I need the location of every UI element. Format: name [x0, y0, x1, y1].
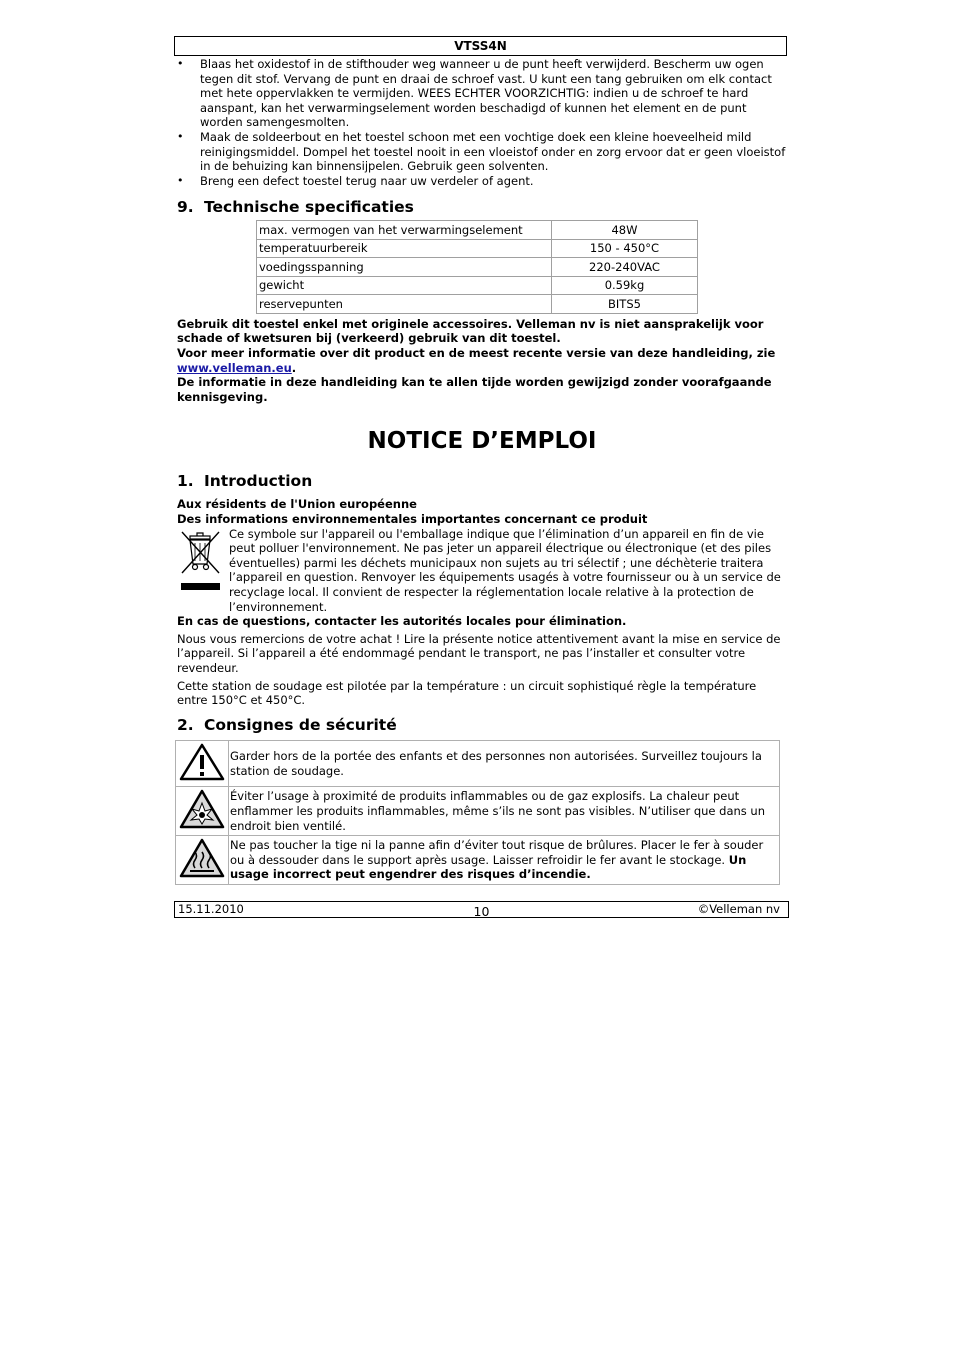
spec-label: max. vermogen van het verwarmingselement — [257, 221, 552, 240]
table-row — [176, 787, 780, 836]
section-heading: 1. Introduction — [177, 472, 313, 491]
weee-bin-icon — [177, 527, 225, 593]
more-info-note: Voor meer informatie over dit product en de meest recente versie van deze handleiding, zie www.velleman.eu. — [177, 346, 776, 375]
spec-label: temperatuurbereik — [257, 239, 552, 258]
questions-note: En cas de questions, contacter les autorités locales pour élimination. — [177, 614, 627, 629]
safety-table — [175, 740, 780, 885]
table-row — [257, 239, 698, 258]
table-row — [176, 740, 780, 787]
spec-label: voedingsspanning — [257, 258, 552, 277]
table-row — [257, 276, 698, 295]
weee-text: Ce symbole sur l'appareil ou l'emballage indique que l’élimination d’un appareil en fin de vie peut polluer l'environnement. Ne pas jeter un appareil électrique ou électronique (et des piles éventuelles) parmi les déchets municipaux non sujets au tri sélectif ; une déchèterie traitera l’appareil en question. Renvoyer les équipements usagés à votre fournisseur ou à un service de recyclage local. Il convient de respecter la réglementation locale relative à la protection de l’environnement. — [229, 526, 781, 614]
table-row — [257, 221, 698, 240]
safety-text: Ne pas toucher la tige ni la panne afin d’éviter tout risque de brûlures. Placer le fer à souder ou à dessouder dans le support après usage. Laisser refroidir le fer avant le stockage. Un usage incorrect peut engendrer des risques d’incendie. — [229, 836, 780, 885]
table-row — [257, 295, 698, 314]
page-number: 10 — [473, 904, 490, 919]
list-item: • Blaas het oxidestof in de stifthouder weg wanneer u de punt heeft verwijderd. Bescherm uw ogen tegen dit stof. Vervang de punt en draai de schroef vast. U kunt een tang gebruiken om elk contact met hete oppervlakken te vermijden. WEES ECHTER VOORZICHTIG: indien u de schroef te hard aanspant, kan het verwarmingselement worden beschadigd of kunnen het element en de punt worden samengesmolten. — [177, 57, 787, 130]
model-name: VTSS4N — [454, 39, 507, 53]
page-title: NOTICE D’EMPLOI — [367, 428, 597, 455]
footer-copyright: ©Velleman nv — [697, 902, 780, 916]
spec-value: 220-240VAC — [552, 258, 698, 277]
station-paragraph: Cette station de soudage est pilotée par la température : un circuit sophistiqué règle la température entre 150°C et 450°C. — [177, 678, 757, 708]
document-footer — [174, 901, 789, 918]
list-item: • Breng een defect toestel terug naar uw verdeler of agent. — [177, 174, 787, 189]
list-item: • Maak de soldeerbout en het toestel schoon met een vochtige doek een kleine hoeveelheid mild reinigingsmiddel. Dompel het toestel nooit in een vloeistof onder en zorg ervoor dat er geen vloeistof in de behuizing kan binnensijpelen. Gebruik geen solventen. — [177, 130, 787, 174]
table-row — [257, 258, 698, 277]
footer-date: 15.11.2010 — [178, 902, 244, 916]
warning-icon — [176, 740, 229, 787]
accessories-note: Gebruik dit toestel enkel met originele accessoires. Velleman nv is niet aansprakelijk voor schade of kwetsuren bij (verkeerd) gebruik van dit toestel. — [177, 316, 764, 346]
specs-table — [256, 220, 698, 314]
spec-label: gewicht — [257, 276, 552, 295]
page-content — [177, 36, 787, 882]
safety-text: Garder hors de la portée des enfants et des personnes non autorisées. Surveillez toujours la station de soudage. — [229, 740, 780, 787]
spec-value: 48W — [552, 221, 698, 240]
velleman-link[interactable]: www.velleman.eu — [177, 360, 292, 375]
spec-label: reservepunten — [257, 295, 552, 314]
env-heading: Des informations environnementales importantes concernant ce produit — [177, 512, 648, 526]
eu-heading: Aux résidents de l'Union européenne — [177, 497, 417, 512]
section-heading: 2. Consignes de sécurité — [177, 715, 397, 734]
spec-value: 0.59kg — [552, 276, 698, 295]
maintenance-list — [177, 57, 787, 188]
spec-value: BITS5 — [552, 295, 698, 314]
flammable-icon — [176, 787, 229, 836]
section-heading: 9. Technische specificaties — [177, 198, 414, 217]
hot-surface-icon — [176, 836, 229, 885]
change-notice: De informatie in deze handleiding kan te allen tijde worden gewijzigd zonder voorafgaande kennisgeving. — [177, 375, 772, 404]
safety-text: Éviter l’usage à proximité de produits inflammables ou de gaz explosifs. La chaleur peut enflammer les produits inflammables, même s’ils ne sont pas visibles. N’utiliser que dans un endroit bien ventilé. — [229, 787, 780, 836]
thanks-paragraph: Nous vous remercions de votre achat ! Lire la présente notice attentivement avant la mise en service de l’appareil. Si l’appareil a été endommagé pendant le transport, ne pas l’installer et consulter votre revendeur. — [177, 631, 781, 675]
spec-value: 150 - 450°C — [552, 239, 698, 258]
weee-block — [177, 527, 787, 615]
table-row — [176, 836, 780, 885]
